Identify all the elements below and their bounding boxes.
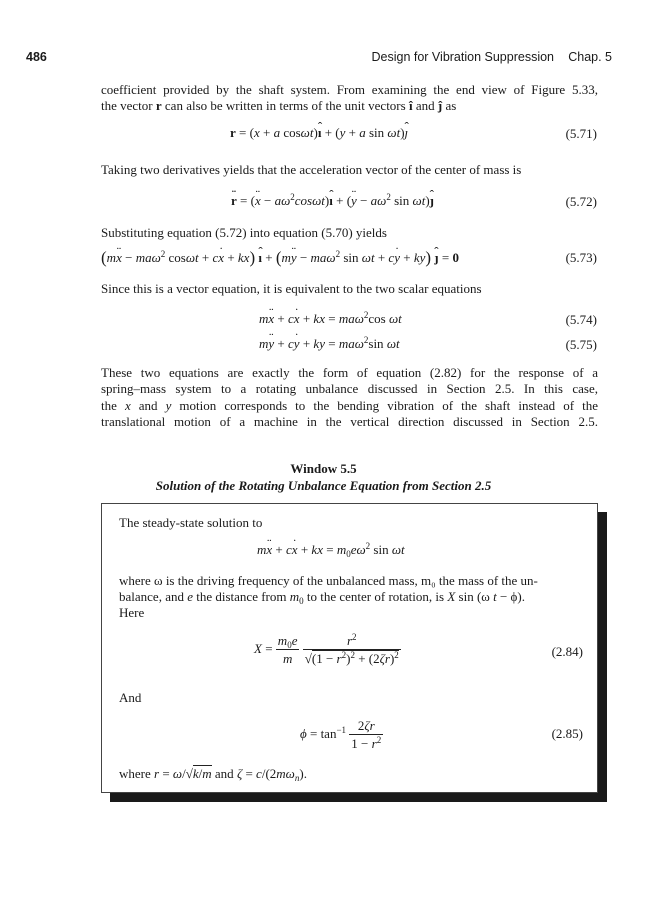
window-footer: where r = ω/√k/m and $\zeta = c/(2m\omega_n)$.	[119, 766, 307, 783]
equation-number: (5.71)	[565, 126, 597, 141]
chapter-label: Chap. 5	[568, 50, 612, 64]
window-here: Here	[119, 605, 145, 620]
equation-number: (5.74)	[565, 312, 597, 327]
equation-rotating-unbalance: m¨ x + c˙ x + kx = $m_0e\omega^2$ sin ωt	[257, 542, 405, 558]
equation-5-75: m¨ y + c˙ y + ky = maω$^2$sin ωt	[259, 336, 400, 352]
equation-5-71: r = (x + a cosωt)ˆ ı + (y + a sin ωt)ˆ ȷ	[230, 125, 408, 141]
paragraph-line: These two equations are exactly the form of equation (2.82) for the response of a	[101, 365, 598, 380]
window-subtitle: Solution of the Rotating Unbalance Equation from Section 2.5	[155, 478, 492, 493]
paragraph-substitute	[101, 225, 598, 241]
paragraph-line: Since this is a vector equation, it is equivalent to the two scalar equations	[101, 281, 482, 296]
equation-number: (5.75)	[565, 337, 597, 352]
paragraph-line: coefficient provided by the shaft system. From examining the end view of Figure 5.33,	[101, 82, 598, 97]
paragraph-line: translational motion of a machine in the vertical direction discussed in Section 2.5.	[101, 413, 598, 429]
paragraph-line: Taking two derivatives yields that the acceleration vector of the center of mass is	[101, 162, 522, 177]
paragraph-derivative	[101, 162, 598, 178]
page-header	[26, 50, 612, 66]
equation-number: (5.73)	[565, 250, 597, 265]
equation-2-84: X = $\frac{m_0e}{m}$ $\frac{r^2}{√(1 - r^2)^2 + (2\zeta r)^2}$	[254, 632, 399, 666]
equation-number: (2.85)	[551, 726, 583, 741]
running-title: Design for Vibration Suppression	[371, 50, 554, 64]
paragraph-intro	[101, 82, 598, 115]
window-title: Window 5.5	[290, 461, 357, 476]
window-and: And	[119, 690, 142, 705]
window-where-line1: where ω is the driving frequency of the unbalanced mass, m₀ the mass of the un-	[119, 573, 538, 588]
equation-5-72: ¨ r = (¨ $x - a\omega^2\cos\omega t)ˆ$ ı + (¨ $y - a\omega^2$ sin ωt)ˆ ȷ	[231, 193, 434, 209]
window-where-line2: balance, and e the distance from $m_0$ to the center of rotation, is X sin (ω t − ϕ).	[119, 589, 525, 606]
paragraph-conclusion	[101, 365, 598, 430]
window-intro: The steady-state solution to	[119, 515, 263, 530]
paragraph-line: the x and y motion corresponds to the bending vibration of the shaft instead of the	[101, 397, 598, 413]
page-number: 486	[26, 50, 47, 64]
equation-5-73: (m¨ x − maω$^2$ cosωt + c˙ x + kx) ˆ ı + (m¨ y − maω$^2$ sin ωt + c˙ y + ky) ˆ ȷ = 0	[101, 248, 459, 268]
paragraph-scalar	[101, 281, 598, 297]
equation-number: (2.84)	[551, 644, 583, 659]
equation-5-74: m¨ x + c˙ x + kx = maω$^2$cos ωt	[259, 311, 402, 327]
paragraph-line: the vector r can also be written in terms of the unit vectors î and ĵ as	[101, 98, 457, 114]
paragraph-line: Substituting equation (5.72) into equation (5.70) yields	[101, 225, 387, 240]
equation-2-85: $\phi = \tan^{-1}$ $\frac{2\zeta r}{1 - r^2}$	[300, 718, 382, 751]
paragraph-line: spring–mass system to a rotating unbalance discussed in Section 2.5. In this case,	[101, 381, 598, 397]
equation-number: (5.72)	[565, 194, 597, 209]
window-box	[101, 503, 598, 793]
